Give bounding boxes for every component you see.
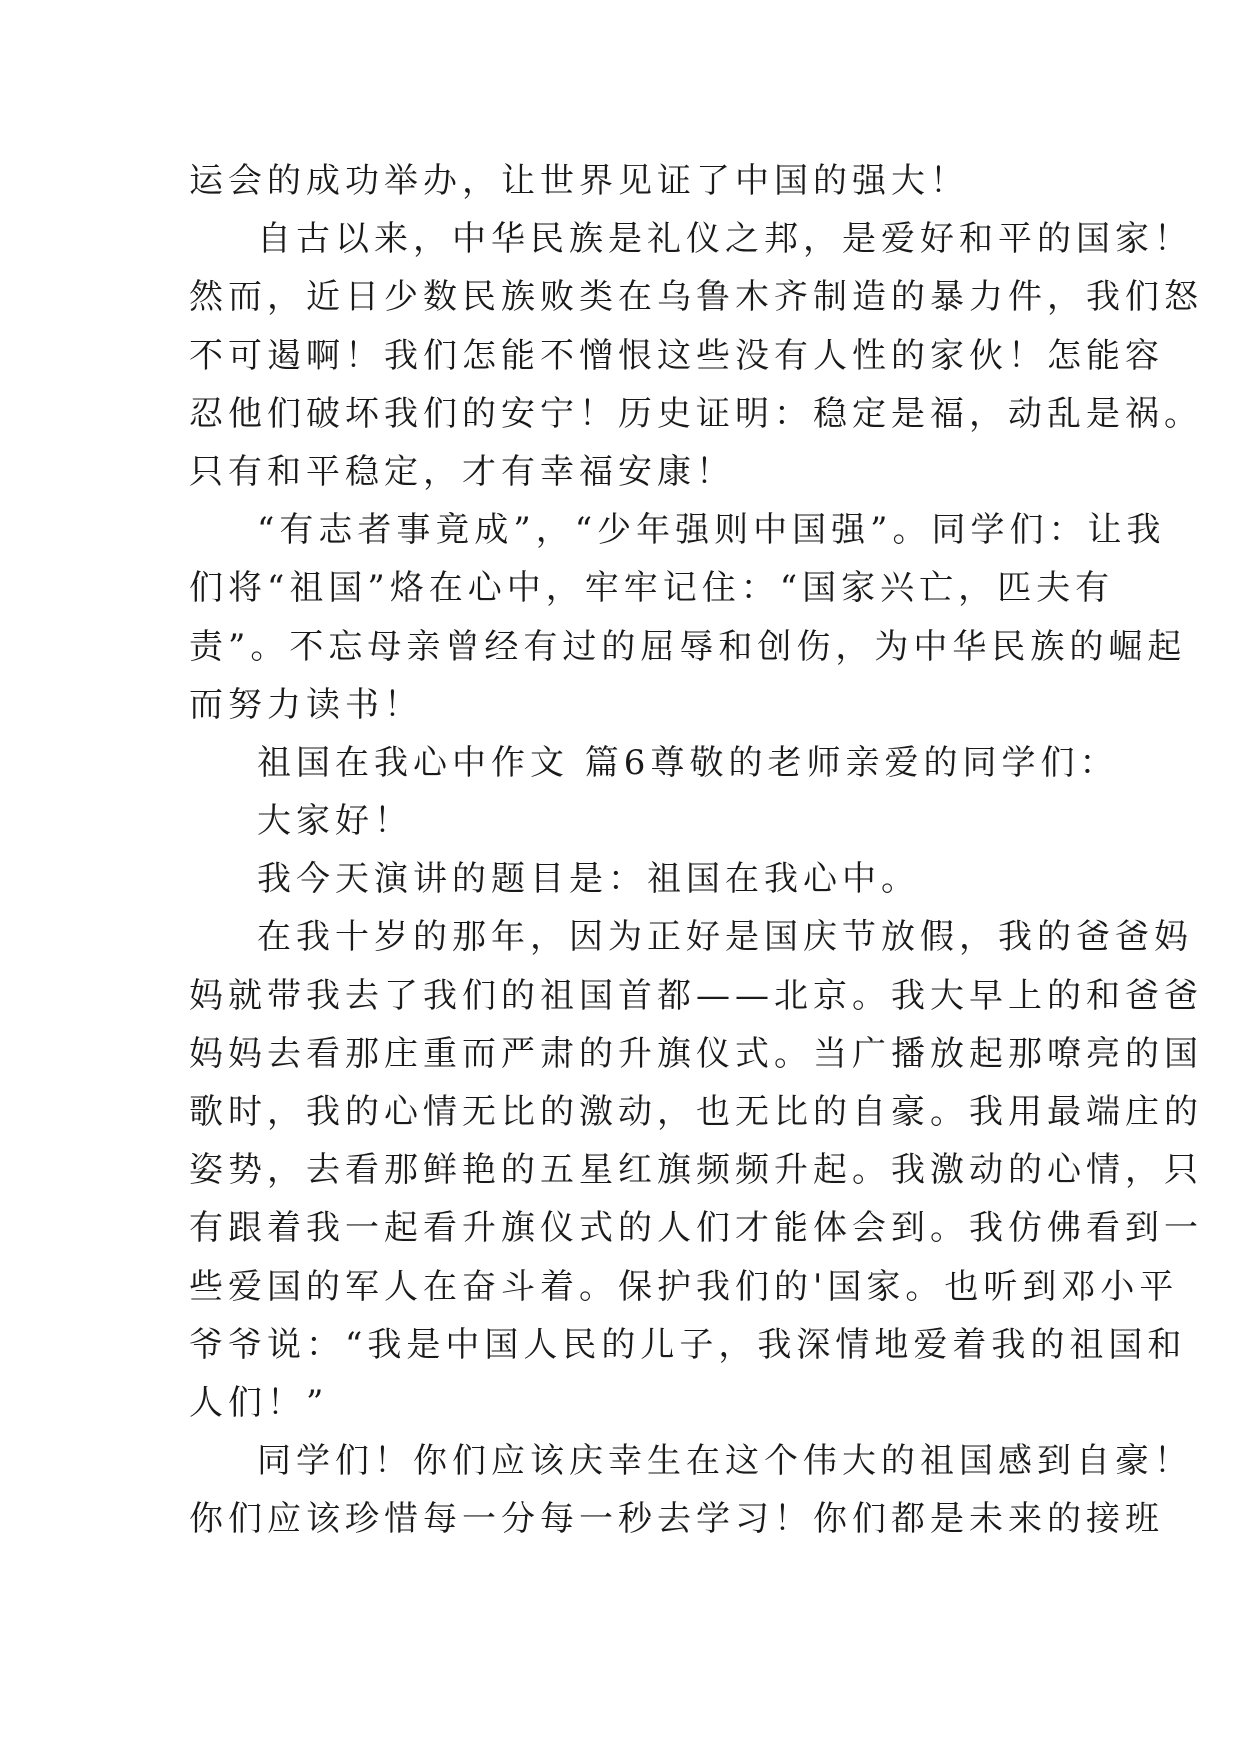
text-line: 而努力读书！ (189, 684, 423, 725)
text-line: 不可遏啊！我们怎能不憎恨这些没有人性的家伙！怎能容 (189, 335, 1164, 376)
text-line: 些爱国的军人在奋斗着。保护我们的'国家。也听到邓小平 (189, 1266, 1179, 1307)
text-line: 只有和平稳定，才有幸福安康！ (189, 451, 735, 492)
text-line: 妈就带我去了我们的祖国首都——北京。我大早上的和爸爸 (189, 975, 1203, 1016)
text-line: 自古以来，中华民族是礼仪之邦，是爱好和平的国家！ (257, 219, 1193, 260)
section-heading-line: 祖国在我心中作文 篇6尊敬的老师亲爱的同学们： (257, 742, 1119, 783)
text-line: 们将“祖国”烙在心中，牢牢记住：“国家兴亡，匹夫有 (189, 568, 1115, 609)
text-line: 同学们！你们应该庆幸生在这个伟大的祖国感到自豪！ (257, 1441, 1193, 1482)
text-line: 在我十岁的那年，因为正好是国庆节放假，我的爸爸妈 (257, 917, 1193, 958)
text-line: 你们应该珍惜每一分每一秒去学习！你们都是未来的接班 (189, 1499, 1164, 1540)
text-line: “有志者事竟成”，“少年强则中国强”。同学们：让我 (257, 510, 1166, 551)
text-line: 责”。不忘母亲曾经有过的屈辱和创伤，为中华民族的崛起 (189, 626, 1187, 667)
greeting-line: 大家好！ (257, 801, 413, 842)
text-line: 忍他们破坏我们的安宁！历史证明：稳定是福，动乱是祸。 (189, 393, 1203, 434)
text-line: 然而，近日少数民族败类在乌鲁木齐制造的暴力件，我们怒 (189, 277, 1203, 318)
text-line: 我今天演讲的题目是：祖国在我心中。 (257, 859, 920, 900)
essay-text (189, 152, 1203, 1549)
text-line: 人们！” (189, 1382, 329, 1423)
text-line: 爷爷说：“我是中国人民的儿子，我深情地爱着我的祖国和 (189, 1324, 1187, 1365)
text-line: 运会的成功举办，让世界见证了中国的强大！ (189, 161, 969, 201)
text-line: 有跟着我一起看升旗仪式的人们才能体会到。我仿佛看到一 (189, 1208, 1203, 1249)
text-line: 妈妈去看那庄重而严肃的升旗仪式。当广播放起那嘹亮的国 (189, 1033, 1203, 1074)
text-line: 姿势，去看那鲜艳的五星红旗频频升起。我激动的心情，只 (189, 1150, 1203, 1191)
text-line: 歌时，我的心情无比的激动，也无比的自豪。我用最端庄的 (189, 1092, 1203, 1132)
